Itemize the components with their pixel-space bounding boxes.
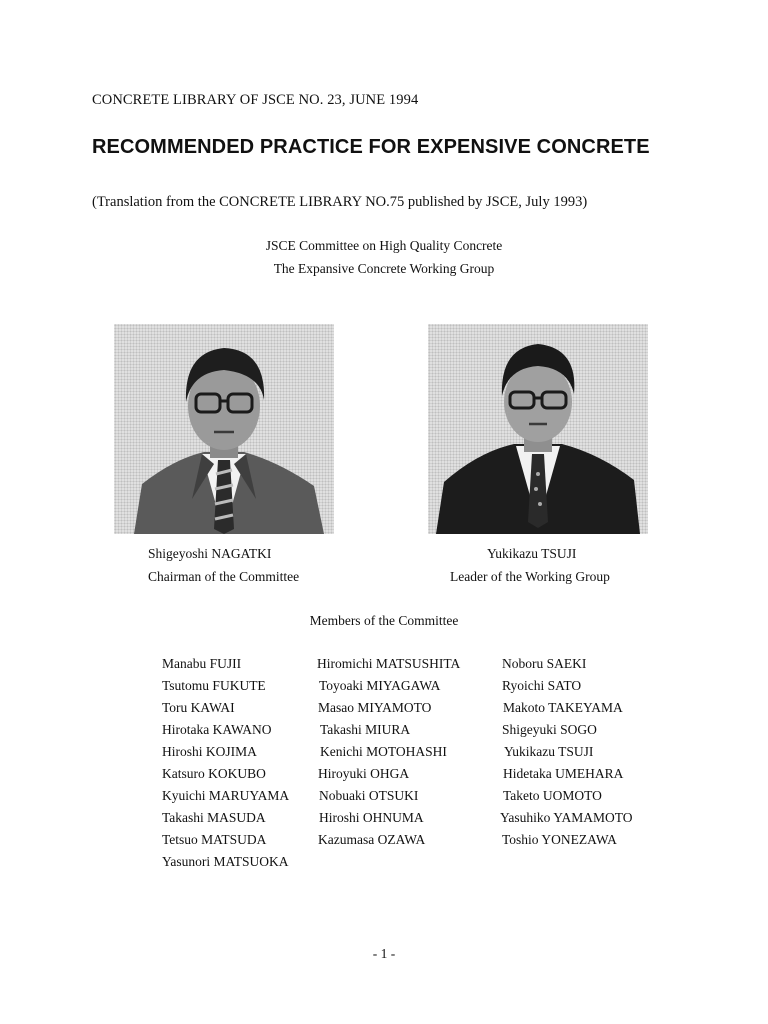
member-name: Tetsuo MATSUDA	[162, 832, 267, 847]
member-name: Taketo UOMOTO	[503, 788, 602, 803]
member-name: Kazumasa OZAWA	[318, 832, 426, 847]
member-name: Toshio YONEZAWA	[502, 832, 617, 847]
translation-note: (Translation from the CONCRETE LIBRARY NO.75 published by JSCE, July 1993)	[92, 194, 588, 210]
chairman-name: Shigeyoshi NAGATKI	[148, 546, 272, 561]
member-name: Hidetaka UMEHARA	[503, 766, 624, 781]
member-name: Yasuhiko YAMAMOTO	[500, 810, 633, 825]
member-name: Noboru SAEKI	[502, 656, 587, 671]
member-name: Yukikazu TSUJI	[504, 744, 594, 759]
member-name: Hiromichi MATSUSHITA	[317, 656, 461, 671]
member-name: Tsutomu FUKUTE	[162, 678, 266, 693]
member-name: Hiroshi OHNUMA	[319, 810, 424, 825]
member-name: Kenichi MOTOHASHI	[320, 744, 447, 759]
member-name: Kyuichi MARUYAMA	[162, 788, 290, 803]
portrait-illustration	[114, 324, 334, 534]
member-name: Hiroshi KOJIMA	[162, 744, 257, 759]
members-heading: Members of the Committee	[309, 613, 459, 628]
member-name: Katsuro KOKUBO	[162, 766, 266, 781]
member-name: Takashi MASUDA	[162, 810, 266, 825]
member-name: Shigeyuki SOGO	[502, 722, 597, 737]
leader-name: Yukikazu TSUJI	[487, 546, 577, 561]
member-name: Masao MIYAMOTO	[318, 700, 432, 715]
member-name: Toyoaki MIYAGAWA	[319, 678, 441, 693]
member-name: Nobuaki OTSUKI	[319, 788, 419, 803]
member-name: Ryoichi SATO	[502, 678, 582, 693]
member-name: Makoto TAKEYAMA	[503, 700, 623, 715]
portrait-photo-chairman	[114, 324, 334, 534]
chairman-role: Chairman of the Committee	[148, 569, 300, 584]
member-name: Takashi MIURA	[320, 722, 411, 737]
leader-role: Leader of the Working Group	[450, 569, 610, 584]
series-line: CONCRETE LIBRARY OF JSCE NO. 23, JUNE 1994	[92, 92, 419, 108]
member-name: Hirotaka KAWANO	[162, 722, 272, 737]
committee-name: JSCE Committee on High Quality Concrete	[265, 238, 503, 253]
member-name: Hiroyuki OHGA	[318, 766, 410, 781]
member-name: Manabu FUJII	[162, 656, 242, 671]
portrait-photo-leader	[428, 324, 648, 534]
document-title: RECOMMENDED PRACTICE FOR EXPENSIVE CONCRETE	[92, 136, 650, 158]
working-group-name: The Expansive Concrete Working Group	[273, 261, 495, 276]
page-number: - 1 -	[372, 946, 396, 961]
member-name: Toru KAWAI	[162, 700, 235, 715]
member-name: Yasunori MATSUOKA	[162, 854, 289, 869]
portrait-illustration	[428, 324, 648, 534]
